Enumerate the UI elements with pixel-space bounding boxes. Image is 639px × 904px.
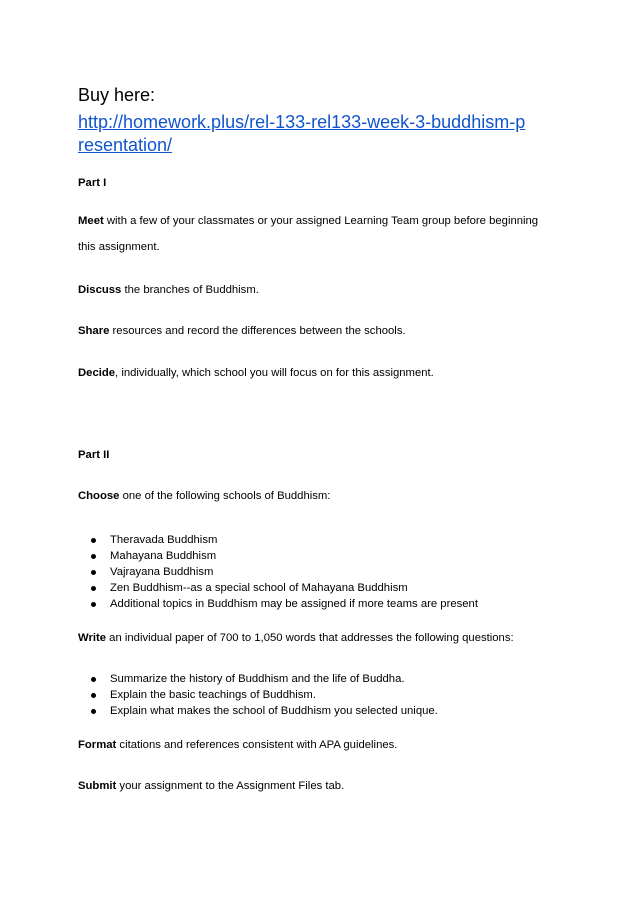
part2-heading: Part II <box>78 449 110 461</box>
meet-instruction-continued: this assignment. <box>78 241 160 253</box>
buy-here-label: Buy here: <box>78 85 156 105</box>
decide-instruction: Decide, individually, which school you will focus on for this assignment. <box>78 367 434 379</box>
bullet-icon <box>91 586 96 591</box>
discuss-instruction: Discuss the branches of Buddhism. <box>78 284 259 296</box>
list-item: Vajrayana Buddhism <box>110 565 213 579</box>
submit-instruction: Submit your assignment to the Assignment Files tab. <box>78 780 345 792</box>
bullet-icon <box>91 554 96 559</box>
write-instruction: Write an individual paper of 700 to 1,050 words that addresses the following questions: <box>78 632 514 644</box>
discuss-verb: Discuss <box>78 284 122 296</box>
product-link-line-2[interactable]: resentation/ <box>78 135 173 155</box>
list-item: Summarize the history of Buddhism and the life of Buddha. <box>110 672 405 686</box>
list-item: Mahayana Buddhism <box>110 549 216 563</box>
list-item: Additional topics in Buddhism may be assigned if more teams are present <box>110 597 478 611</box>
meet-instruction: Meet with a few of your classmates or your assigned Learning Team group before beginning <box>78 215 539 227</box>
list-item: Explain the basic teachings of Buddhism. <box>110 688 316 702</box>
format-instruction: Format citations and references consistent with APA guidelines. <box>78 739 398 751</box>
decide-verb: Decide <box>78 367 116 379</box>
product-link-line-1[interactable]: http://homework.plus/rel-133-rel133-week-3-buddhism-p <box>78 112 526 132</box>
bullet-icon <box>91 602 96 607</box>
format-verb: Format <box>78 739 117 751</box>
share-instruction: Share resources and record the differences between the schools. <box>78 325 406 337</box>
bullet-icon <box>91 709 96 714</box>
write-verb: Write <box>78 632 107 644</box>
choose-instruction: Choose one of the following schools of Buddhism: <box>78 490 331 502</box>
choose-verb: Choose <box>78 490 120 502</box>
bullet-icon <box>91 570 96 575</box>
submit-verb: Submit <box>78 780 117 792</box>
list-item: Theravada Buddhism <box>110 533 217 547</box>
list-item: Explain what makes the school of Buddhism you selected unique. <box>110 704 438 718</box>
bullet-icon <box>91 538 96 543</box>
share-verb: Share <box>78 325 110 337</box>
bullet-icon <box>91 693 96 698</box>
list-item: Zen Buddhism--as a special school of Mahayana Buddhism <box>110 581 408 595</box>
bullet-icon <box>91 677 96 682</box>
part1-heading: Part I <box>78 177 107 189</box>
meet-verb: Meet <box>78 215 104 227</box>
